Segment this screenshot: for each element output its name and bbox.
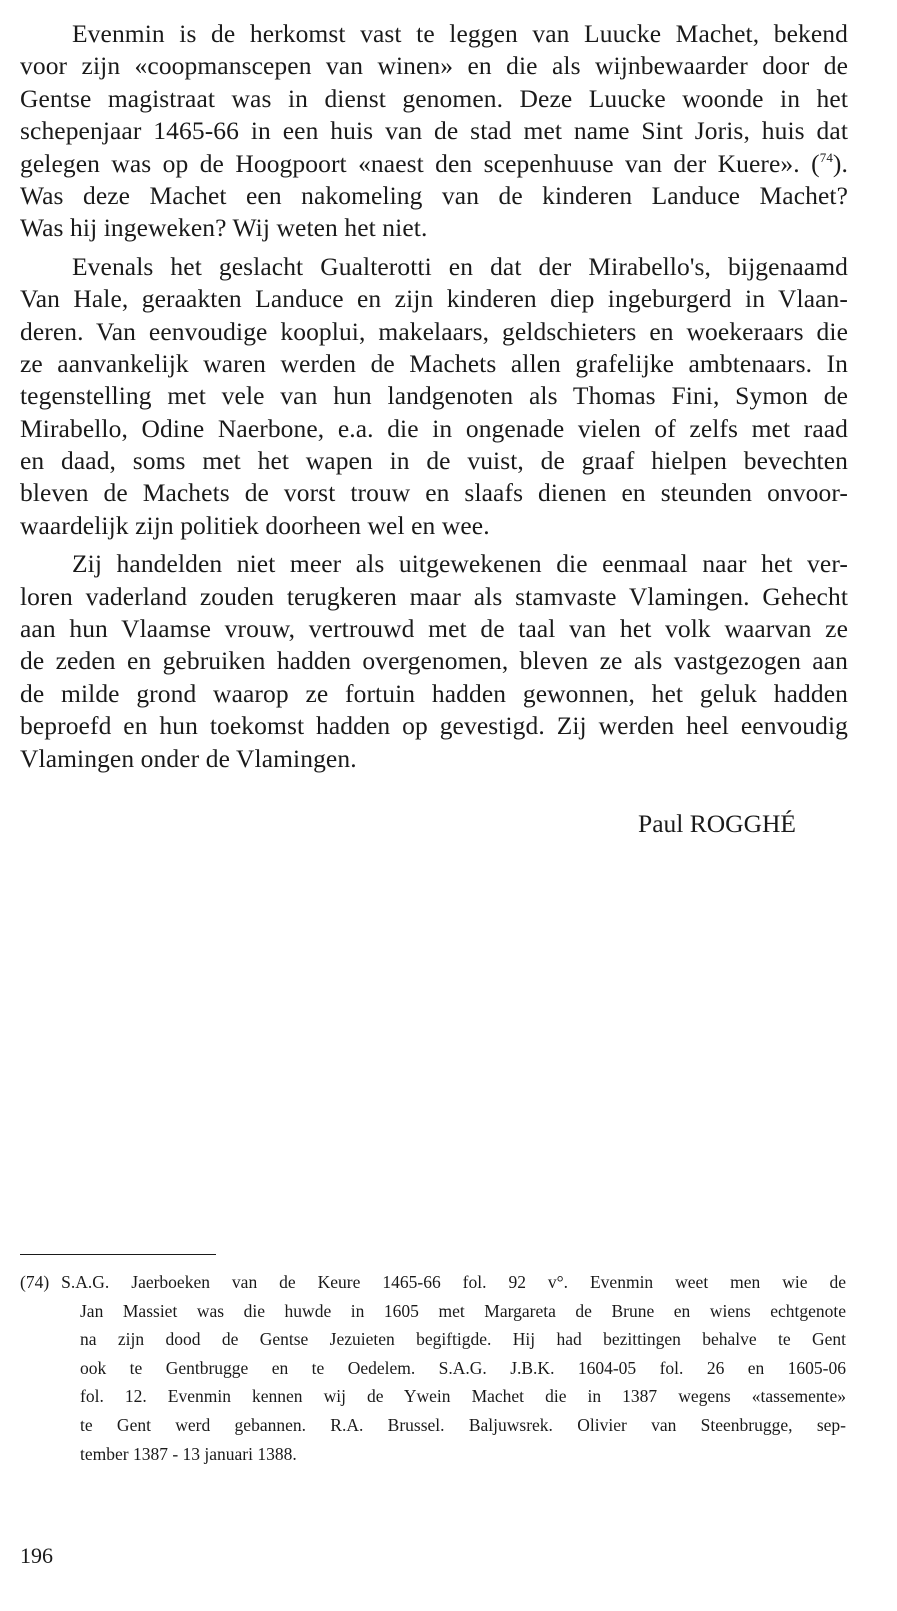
main-text: [20, 18, 848, 775]
footnote-text: S.A.G. Jaerboeken van de Keure 1465-66 fol. 92 v°. Evenmin weet men wie de: [61, 1272, 846, 1292]
text-line: Van Hale, geraakten Landuce en zijn kinderen diep ingeburgerd in Vlaan-: [20, 284, 848, 314]
author-signature: Paul ROGGHÉ: [638, 809, 796, 838]
text-line: schepenjaar 1465-66 in een huis van de stad met name Sint Joris, huis dat: [20, 116, 848, 146]
footnote-line: Jan Massiet was die huwde in 1605 met Margareta de Brune en wiens echtgenote: [80, 1300, 846, 1321]
footnote-reference: 74: [819, 149, 833, 165]
text-line: de zeden en gebruiken hadden overgenomen, bleven ze als vastgezogen aan: [20, 646, 848, 676]
text-line: deren. Van eenvoudige kooplui, makelaars, geldschieters en woekeraars die: [20, 316, 848, 346]
text-line: Evenals het geslacht Gualterotti en dat der Mirabello's, bijgenaamd: [72, 251, 848, 281]
page-number: 196: [20, 1543, 53, 1568]
footnote-marker: (74): [20, 1272, 50, 1292]
text-line: waardelijk zijn politiek doorheen wel en wee.: [20, 510, 490, 540]
text-line: Gentse magistraat was in dienst genomen. Deze Luucke woonde in het: [20, 83, 848, 113]
footnote-line: te Gent werd gebannen. R.A. Brussel. Baljuwsrek. Olivier van Steenbrugge, sep-: [80, 1414, 846, 1435]
footnote-line: ook te Gentbrugge en te Oedelem. S.A.G. J.B.K. 1604-05 fol. 26 en 1605-06: [80, 1357, 846, 1378]
footnote: [20, 1268, 846, 1468]
text-line: beproefd en hun toekomst hadden op gevestigd. Zij werden heel eenvoudig: [20, 711, 848, 741]
text-line: Was hij ingeweken? Wij weten het niet.: [20, 213, 428, 243]
text-line: aan hun Vlaamse vrouw, vertrouwd met de taal van het volk waarvan ze: [20, 614, 848, 644]
text-line: loren vaderland zouden terugkeren maar als stamvaste Vlamingen. Gehecht: [20, 581, 848, 611]
text-line: voor zijn «coopmanscepen van winen» en die als wijnbewaarder door de: [20, 51, 848, 81]
text-segment: gelegen was op de Hoogpoort «naest den scepenhuuse van der Kuere». (: [20, 148, 820, 178]
text-line: Zij handelden niet meer als uitgewekenen die eenmaal naar het ver-: [72, 549, 848, 579]
text-line: ze aanvankelijk waren werden de Machets allen grafelijke ambtenaars. In: [20, 348, 848, 378]
text-segment: ).: [832, 148, 848, 178]
text-line: Was deze Machet een nakomeling van de kinderen Landuce Machet?: [20, 180, 848, 210]
text-line-with-footnote-ref: [20, 148, 848, 180]
footnote-line: fol. 12. Evenmin kennen wij de Ywein Machet die in 1387 wegens «tassemente»: [80, 1386, 846, 1407]
text-line: bleven de Machets de vorst trouw en slaafs dienen en steunden onvoor-: [20, 478, 848, 508]
footnote-line: [20, 1268, 846, 1297]
footnote-line: na zijn dood de Gentse Jezuieten begiftigde. Hij had bezittingen behalve te Gent: [80, 1329, 846, 1350]
text-line: en daad, soms met het wapen in de vuist, de graaf hielpen bevechten: [20, 446, 848, 476]
text-line: Vlamingen onder de Vlamingen.: [20, 743, 357, 773]
text-line: Mirabello, Odine Naerbone, e.a. die in ongenade vielen of zelfs met raad: [20, 413, 848, 443]
text-line: de milde grond waarop ze fortuin hadden gewonnen, het geluk hadden: [20, 678, 848, 708]
footnote-line: tember 1387 - 13 januari 1388.: [80, 1443, 297, 1464]
text-line: Evenmin is de herkomst vast te leggen van Luucke Machet, bekend: [72, 19, 848, 48]
footnote-divider: [20, 1254, 216, 1255]
text-line: tegenstelling met vele van hun landgenoten als Thomas Fini, Symon de: [20, 381, 848, 411]
